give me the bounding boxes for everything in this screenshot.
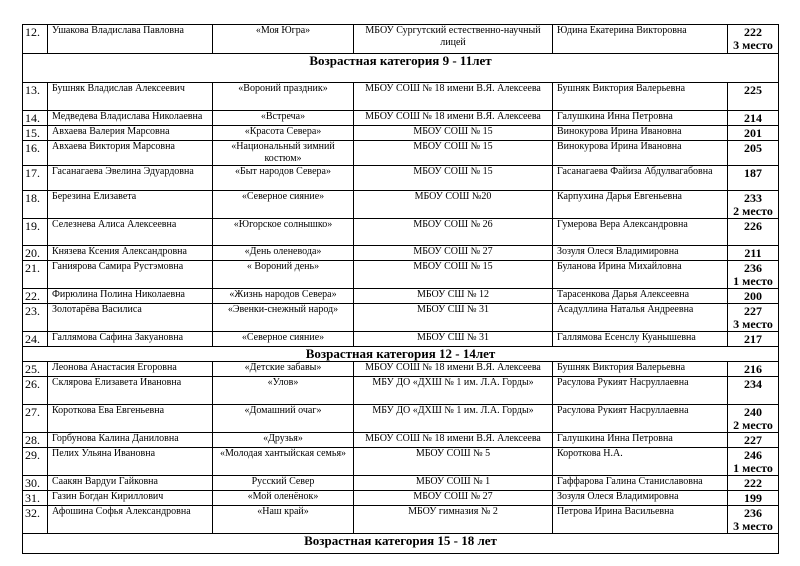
participant-name: Гасанагаева Эвелина Эдуардовна: [48, 166, 213, 191]
row-number: 21.: [23, 261, 48, 289]
school: МБОУ СОШ № 5: [354, 448, 553, 476]
row-number: 20.: [23, 246, 48, 261]
school: МБОУ СОШ № 18 имени В.Я. Алексеева: [354, 111, 553, 126]
teacher: Расулова Рукият Насруллаевна: [553, 377, 728, 405]
place: 3 место: [733, 317, 773, 331]
score-cell: [728, 476, 779, 491]
school: МБОУ СОШ № 1: [354, 476, 553, 491]
teacher: Гасанагаева Файиза Абдулвагабовна: [553, 166, 728, 191]
participant-name: Золотарёва Василиса: [48, 304, 213, 332]
category-header-row: [23, 54, 779, 83]
table-row: [23, 362, 779, 377]
row-number: 13.: [23, 83, 48, 111]
teacher: Гаффарова Галина Станиславовна: [553, 476, 728, 491]
work-title: «Молодая хантыйская семья»: [213, 448, 354, 476]
age-category-label: Возрастная категория 9 - 11лет: [23, 54, 779, 83]
school: МБУ ДО «ДХШ № 1 им. Л.А. Горды»: [354, 377, 553, 405]
place: 3 место: [733, 38, 773, 52]
row-number: 32.: [23, 506, 48, 534]
teacher: Зозуля Олеся Владимировна: [553, 491, 728, 506]
work-title: «Вороний праздник»: [213, 83, 354, 111]
score-cell: [728, 405, 779, 433]
row-number: 24.: [23, 332, 48, 347]
row-number: 29.: [23, 448, 48, 476]
score: 227: [744, 433, 762, 447]
score-cell: [728, 506, 779, 534]
table-row: [23, 377, 779, 405]
score-cell: [728, 377, 779, 405]
row-number: 31.: [23, 491, 48, 506]
teacher: Галушкина Инна Петровна: [553, 111, 728, 126]
school: МБОУ СОШ № 27: [354, 246, 553, 261]
score: 227: [744, 304, 762, 318]
teacher: Винокурова Ирина Ивановна: [553, 141, 728, 166]
score-cell: [728, 246, 779, 261]
row-number: 30.: [23, 476, 48, 491]
table-row: [23, 111, 779, 126]
school: МБОУ Сургутский естественно-научный лицей: [354, 25, 553, 54]
participant-name: Князева Ксения Александровна: [48, 246, 213, 261]
score: 201: [744, 126, 762, 140]
row-number: 15.: [23, 126, 48, 141]
work-title: «Домашний очаг»: [213, 405, 354, 433]
work-title: «День оленевода»: [213, 246, 354, 261]
school: МБОУ СОШ № 18 имени В.Я. Алексеева: [354, 362, 553, 377]
score: 233: [744, 191, 762, 205]
score-cell: [728, 362, 779, 377]
place: 1 место: [733, 461, 773, 475]
teacher: Юдина Екатерина Викторовна: [553, 25, 728, 54]
table-row: [23, 219, 779, 246]
score-cell: [728, 261, 779, 289]
teacher: Асадуллина Наталья Андреевна: [553, 304, 728, 332]
place: 2 место: [733, 418, 773, 432]
school: МБОУ СОШ № 15: [354, 261, 553, 289]
age-category-label: Возрастная категория 15 - 18 лет: [23, 534, 779, 554]
age-category-label: Возрастная категория 12 - 14лет: [23, 347, 779, 362]
score-cell: [728, 126, 779, 141]
row-number: 17.: [23, 166, 48, 191]
score: 216: [744, 362, 762, 376]
participant-name: Газин Богдан Кириллович: [48, 491, 213, 506]
participant-name: Медведева Владислава Николаевна: [48, 111, 213, 126]
participant-name: Пелих Ульяна Ивановна: [48, 448, 213, 476]
school: МБОУ СШ № 31: [354, 332, 553, 347]
teacher: Карпухина Дарья Евгеньевна: [553, 191, 728, 219]
score: 222: [744, 476, 762, 490]
score: 236: [744, 506, 762, 520]
participant-name: Фирюлина Полина Николаевна: [48, 289, 213, 304]
school: МБОУ СОШ №20: [354, 191, 553, 219]
work-title: «Детские забавы»: [213, 362, 354, 377]
participant-name: Ушакова Владислава Павловна: [48, 25, 213, 54]
score-cell: [728, 191, 779, 219]
table-row: [23, 166, 779, 191]
table-row: [23, 126, 779, 141]
score: 214: [744, 111, 762, 125]
school: МБОУ СОШ № 18 имени В.Я. Алексеева: [354, 83, 553, 111]
school: МБОУ СОШ № 15: [354, 141, 553, 166]
score-cell: [728, 491, 779, 506]
participant-name: Березина Елизавета: [48, 191, 213, 219]
row-number: 25.: [23, 362, 48, 377]
work-title: «Жизнь народов Севера»: [213, 289, 354, 304]
teacher: Гумерова Вера Александровна: [553, 219, 728, 246]
score-cell: [728, 141, 779, 166]
score-cell: [728, 25, 779, 54]
work-title: «Моя Югра»: [213, 25, 354, 54]
table-row: [23, 141, 779, 166]
school: МБОУ СОШ № 15: [354, 126, 553, 141]
teacher: Галлямова Есенслу Куанышевна: [553, 332, 728, 347]
score-cell: [728, 219, 779, 246]
table-row: [23, 448, 779, 476]
participant-name: Галлямова Сафина Закуановна: [48, 332, 213, 347]
work-title: «Северное сияние»: [213, 191, 354, 219]
school: МБОУ СОШ № 26: [354, 219, 553, 246]
school: МБУ ДО «ДХШ № 1 им. Л.А. Горды»: [354, 405, 553, 433]
participant-name: Авхаева Виктория Марсовна: [48, 141, 213, 166]
teacher: Короткова Н.А.: [553, 448, 728, 476]
participant-name: Горбунова Калина Даниловна: [48, 433, 213, 448]
teacher: Бушняк Виктория Валерьевна: [553, 83, 728, 111]
work-title: «Красота Севера»: [213, 126, 354, 141]
row-number: 19.: [23, 219, 48, 246]
row-number: 27.: [23, 405, 48, 433]
row-number: 26.: [23, 377, 48, 405]
table-row: [23, 289, 779, 304]
score: 222: [744, 25, 762, 39]
table-row: [23, 332, 779, 347]
score: 240: [744, 405, 762, 419]
score: 205: [744, 141, 762, 155]
table-row: [23, 433, 779, 448]
school: МБОУ СОШ № 15: [354, 166, 553, 191]
work-title: «Улов»: [213, 377, 354, 405]
work-title: «Наш край»: [213, 506, 354, 534]
row-number: 18.: [23, 191, 48, 219]
work-title: «Национальный зимний костюм»: [213, 141, 354, 166]
score-cell: [728, 332, 779, 347]
table-row: [23, 491, 779, 506]
category-header-row: [23, 347, 779, 362]
category-header-row: [23, 534, 779, 554]
score: 199: [744, 491, 762, 505]
teacher: Винокурова Ирина Ивановна: [553, 126, 728, 141]
participant-name: Короткова Ева Евгеньевна: [48, 405, 213, 433]
results-table: [22, 24, 779, 554]
teacher: Бушняк Виктория Валерьевна: [553, 362, 728, 377]
score-cell: [728, 304, 779, 332]
teacher: Зозуля Олеся Владимировна: [553, 246, 728, 261]
score: 211: [744, 246, 762, 260]
work-title: «Северное сияние»: [213, 332, 354, 347]
work-title: «Быт народов Севера»: [213, 166, 354, 191]
work-title: «Мой оленёнок»: [213, 491, 354, 506]
row-number: 14.: [23, 111, 48, 126]
score-cell: [728, 166, 779, 191]
work-title: « Вороний день»: [213, 261, 354, 289]
row-number: 22.: [23, 289, 48, 304]
score: 187: [744, 166, 762, 180]
table-row: [23, 25, 779, 54]
row-number: 16.: [23, 141, 48, 166]
score-cell: [728, 83, 779, 111]
teacher: Расулова Рукият Насруллаевна: [553, 405, 728, 433]
table-row: [23, 83, 779, 111]
table-row: [23, 261, 779, 289]
participant-name: Селезнева Алиса Алексеевна: [48, 219, 213, 246]
score: 236: [744, 261, 762, 275]
participant-name: Ганиярова Самира Рустэмовна: [48, 261, 213, 289]
work-title: «Югорское солнышко»: [213, 219, 354, 246]
participant-name: Склярова Елизавета Ивановна: [48, 377, 213, 405]
table-row: [23, 304, 779, 332]
table-row: [23, 506, 779, 534]
score-cell: [728, 433, 779, 448]
score-cell: [728, 111, 779, 126]
score: 226: [744, 219, 762, 233]
school: МБОУ СОШ № 27: [354, 491, 553, 506]
participant-name: Леонова Анастасия Егоровна: [48, 362, 213, 377]
participant-name: Саакян Вардуи Гайковна: [48, 476, 213, 491]
work-title: «Друзья»: [213, 433, 354, 448]
school: МБОУ СОШ № 18 имени В.Я. Алексеева: [354, 433, 553, 448]
table-row: [23, 246, 779, 261]
table-row: [23, 476, 779, 491]
school: МБОУ СШ № 12: [354, 289, 553, 304]
row-number: 12.: [23, 25, 48, 54]
teacher: Тарасенкова Дарья Алексеевна: [553, 289, 728, 304]
teacher: Петрова Ирина Васильевна: [553, 506, 728, 534]
school: МБОУ СШ № 31: [354, 304, 553, 332]
teacher: Галушкина Инна Петровна: [553, 433, 728, 448]
score: 200: [744, 289, 762, 303]
work-title: «Встреча»: [213, 111, 354, 126]
score-cell: [728, 448, 779, 476]
participant-name: Афошина Софья Александровна: [48, 506, 213, 534]
work-title: Русский Север: [213, 476, 354, 491]
score: 246: [744, 448, 762, 462]
score: 217: [744, 332, 762, 346]
participant-name: Бушняк Владислав Алексеевич: [48, 83, 213, 111]
table-row: [23, 191, 779, 219]
teacher: Буланова Ирина Михайловна: [553, 261, 728, 289]
score: 234: [744, 377, 762, 391]
score: 225: [744, 83, 762, 97]
place: 1 место: [733, 274, 773, 288]
work-title: «Эвенки-снежный народ»: [213, 304, 354, 332]
place: 3 место: [733, 519, 773, 533]
score-cell: [728, 289, 779, 304]
table-row: [23, 405, 779, 433]
row-number: 23.: [23, 304, 48, 332]
school: МБОУ гимназия № 2: [354, 506, 553, 534]
place: 2 место: [733, 204, 773, 218]
participant-name: Авхаева Валерия Марсовна: [48, 126, 213, 141]
row-number: 28.: [23, 433, 48, 448]
